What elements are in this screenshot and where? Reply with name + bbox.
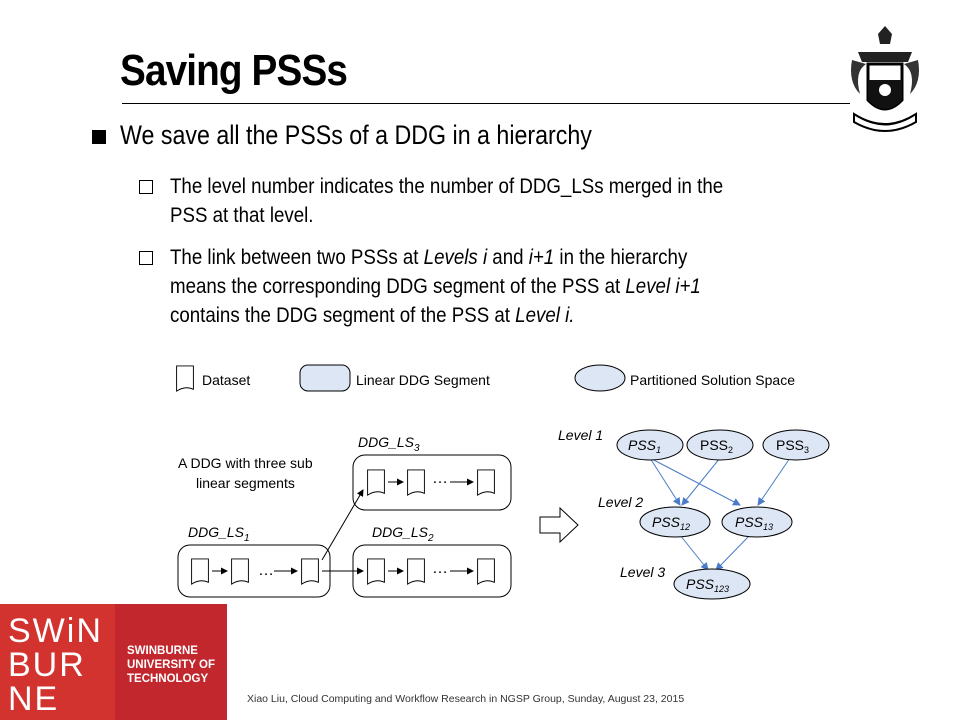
swinburne-logo <box>0 604 227 720</box>
legend-dataset: Dataset <box>202 372 251 388</box>
svg-text:PSS123: $PSS_{123}$ <box>686 576 730 594</box>
slide-title: Saving PSSs <box>120 46 348 95</box>
sub2-line2: means the corresponding DDG segment of the PSS at Level i+1 <box>170 274 701 298</box>
transition-arrow <box>540 508 578 542</box>
level3-label: Level 3 <box>620 564 666 580</box>
svg-text:…: … <box>258 562 274 579</box>
logo-name1: SWINBURNE <box>127 645 198 657</box>
pss-node-123 <box>674 569 750 599</box>
pss-node-3 <box>763 430 829 460</box>
logo-row3: NE <box>8 680 60 718</box>
pss-node-13 <box>722 507 792 537</box>
logo-row1: SWiN <box>8 612 103 650</box>
pss-node-12 <box>640 507 710 537</box>
ddg-desc-line2: linear segments <box>196 475 295 491</box>
pss-hierarchy-diagram <box>160 355 860 615</box>
svg-text:…: … <box>432 560 448 577</box>
sub2-line1: The link between two PSSs at Levels i and i+1 in the hierarchy <box>170 245 688 269</box>
legend-linear: Linear DDG Segment <box>356 372 490 388</box>
svg-text:PSS1: $PSS_1$ <box>628 437 662 455</box>
bullet-text: We save all the PSSs of a DDG in a hierarchy <box>120 120 592 150</box>
pss-node-2 <box>687 430 753 460</box>
legend-partitioned: Partitioned Solution Space <box>630 372 795 388</box>
level1-label: Level 1 <box>558 427 604 443</box>
sub1-line1: The level number indicates the number of DDG_LSs merged in the <box>170 174 724 198</box>
svg-text:PSS2: $PSS_2$ <box>700 437 734 455</box>
logo-row2: BUR <box>8 646 86 684</box>
svg-text:PSS12: $PSS_{12}$ <box>652 514 691 532</box>
label-ls1: $DDG\_LS_1$ <box>188 524 250 544</box>
sub-bullet-marker <box>139 251 153 265</box>
sub-bullet-text-2 <box>170 243 796 330</box>
logo-name3: TECHNOLOGY <box>127 673 209 685</box>
university-crest-icon <box>846 22 924 140</box>
svg-text:…: … <box>432 470 448 487</box>
footer-text: Xiao Liu, Cloud Computing and Workflow Research in NGSP Group, Sunday, August 23, 2015 <box>247 693 685 705</box>
label-ls3: $DDG\_LS_3$ <box>358 434 420 454</box>
ddg-desc-line1: A DDG with three sub <box>178 455 313 471</box>
svg-text:PSS3: $PSS_3$ <box>776 437 810 455</box>
sub-bullet-marker <box>139 180 153 194</box>
bullet-marker <box>92 130 106 144</box>
logo-name2: UNIVERSITY OF <box>127 659 215 671</box>
label-ls2: $DDG\_LS_2$ <box>372 524 434 544</box>
sub-bullet-text-1 <box>170 172 796 230</box>
title-divider <box>122 103 850 104</box>
legend <box>177 365 796 391</box>
pss-node-1 <box>617 430 683 460</box>
svg-text:PSS13: $PSS_{13}$ <box>735 514 774 532</box>
sub1-line2: PSS at that level. <box>170 203 314 227</box>
level2-label: Level 2 <box>598 494 644 510</box>
sub2-line3: contains the DDG segment of the PSS at Level i. <box>170 303 575 327</box>
